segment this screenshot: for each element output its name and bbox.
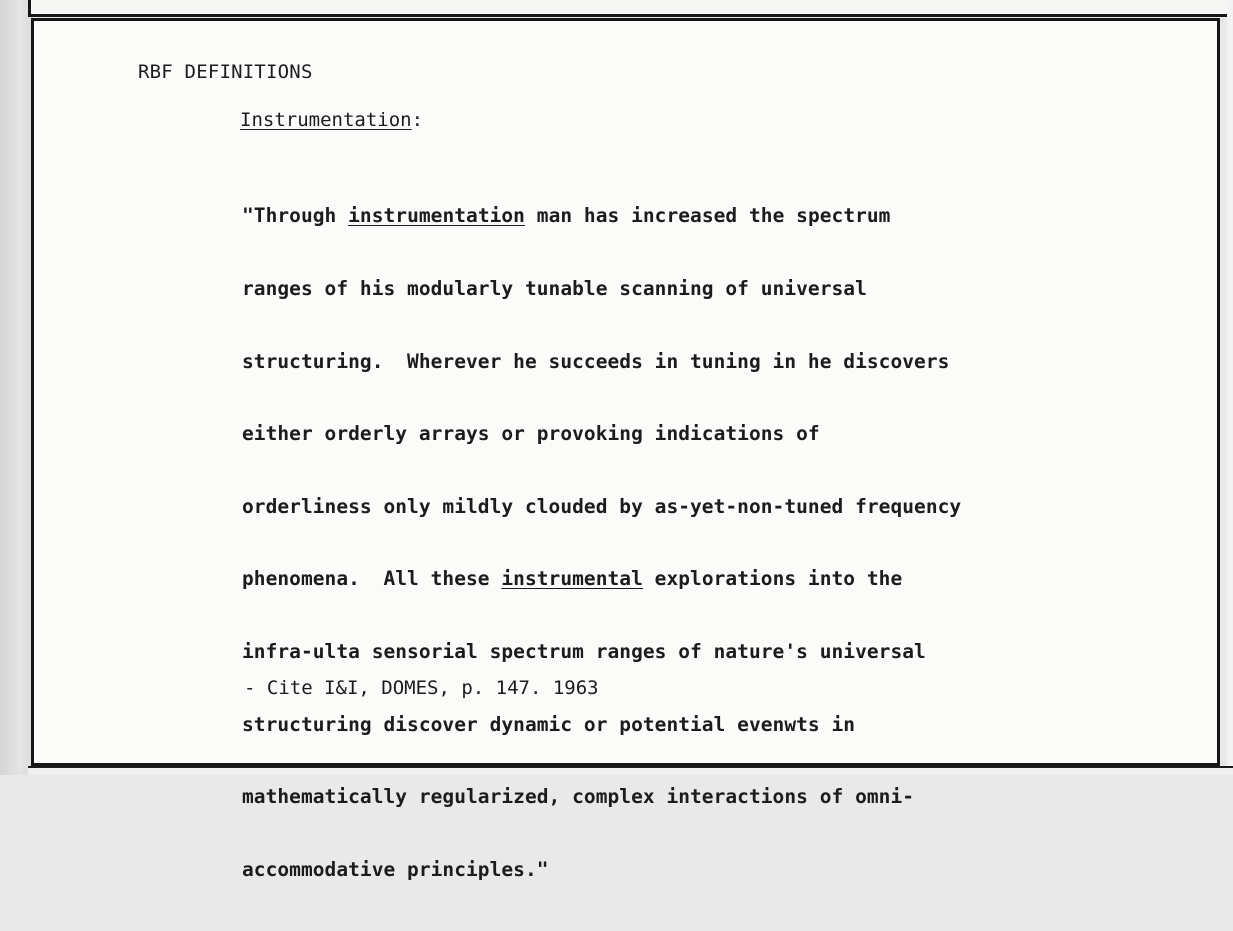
term-heading — [240, 109, 423, 131]
quote-line-6 — [242, 567, 961, 591]
quote-line-6-end: explorations into the — [642, 567, 903, 591]
previous-card-edge — [28, 0, 1230, 17]
definition-card — [31, 18, 1220, 881]
quote-line-2: ranges of his modularly tunable scanning of universal — [242, 277, 867, 301]
quote-line-1-end: man has increased the spectrum — [524, 204, 891, 228]
right-page-edge — [1227, 0, 1233, 775]
quote-line-4: either orderly arrays or provoking indications of — [242, 422, 820, 446]
quote-line-1-start: "Through — [242, 204, 349, 228]
quote-line-9: mathematically regularized, complex interactions of omni- — [242, 785, 915, 809]
quote-line-1 — [242, 204, 961, 228]
quote-line-5: orderliness only mildly clouded by as-yet-non-tuned frequency — [242, 494, 962, 518]
quote-line-7: infra-ulta sensorial spectrum ranges of nature's universal — [242, 640, 926, 664]
quote-line-6-start: phenomena. All these — [242, 567, 502, 591]
card-content — [34, 21, 1217, 881]
quote-line-1-underlined: instrumentation — [348, 204, 525, 228]
definition-quote — [242, 156, 961, 931]
term-word: Instrumentation — [240, 109, 412, 131]
term-suffix: : — [411, 109, 424, 131]
card-header: RBF DEFINITIONS — [138, 61, 313, 83]
left-page-strip — [0, 0, 33, 775]
quote-line-8: structuring discover dynamic or potential evenwts in — [242, 712, 856, 736]
citation: - Cite I&I, DOMES, p. 147. 1963 — [244, 677, 599, 699]
quote-line-10: accommodative principles." — [242, 857, 549, 881]
next-card-edge — [28, 766, 1233, 775]
quote-line-3: structuring. Wherever he succeeds in tuning in he discovers — [242, 349, 950, 373]
quote-line-6-underlined: instrumental — [501, 567, 643, 591]
